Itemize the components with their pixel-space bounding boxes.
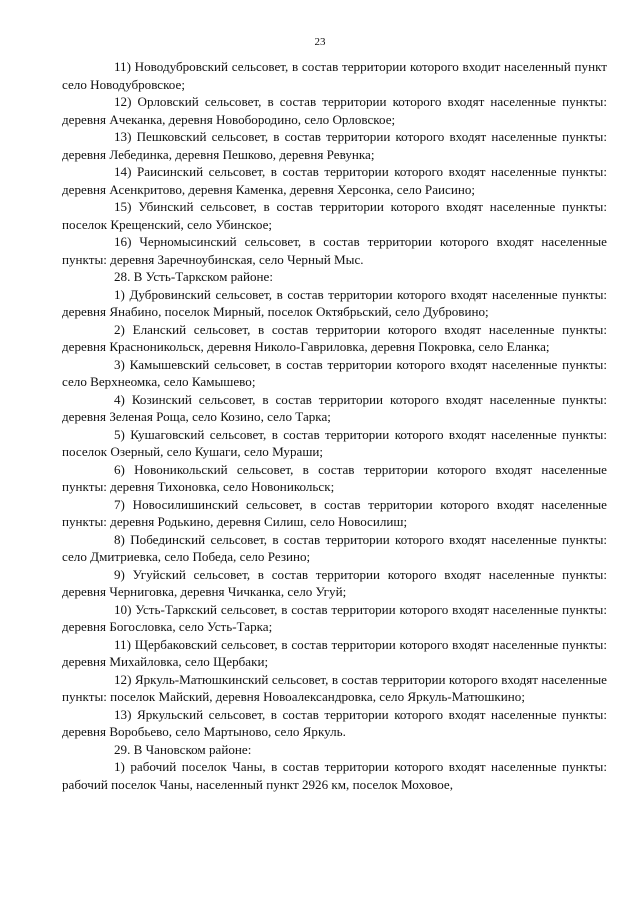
paragraph: 15) Убинский сельсовет, в состав территории которого входят населенные пункты: поселок Крещенский, село Убинское; bbox=[62, 199, 607, 232]
paragraph: 8) Побединский сельсовет, в состав территории которого входят населенные пункты: село Дмитриевка, село Победа, село Резино; bbox=[62, 531, 607, 564]
paragraph: 10) Усть-Таркский сельсовет, в состав территории которого входят населенные пункты: деревня Богословка, село Усть-Тарка; bbox=[62, 601, 607, 634]
paragraph: 1) рабочий поселок Чаны, в состав территории которого входят населенные пункты: рабочий поселок Чаны, населенный пункт 2926 км, поселок Моховое, bbox=[62, 759, 607, 792]
paragraph: 12) Яркуль-Матюшкинский сельсовет, в состав территории которого входят населенные пункты: поселок Майский, деревня Новоалександровка, село Яркуль-Матюшкино; bbox=[62, 671, 607, 704]
paragraph: 6) Новоникольский сельсовет, в состав территории которого входят населенные пункты: деревня Тихоновка, село Новоникольск; bbox=[62, 461, 607, 494]
section-heading: 29. В Чановском районе: bbox=[114, 741, 252, 757]
paragraph: 11) Щербаковский сельсовет, в состав территории которого входят населенные пункты: деревня Михайловка, село Щербаки; bbox=[62, 636, 607, 669]
paragraph: 5) Кушаговский сельсовет, в состав территории которого входят населенные пункты: поселок Озерный, село Кушаги, село Мураши; bbox=[62, 426, 607, 459]
paragraph: 13) Пешковский сельсовет, в состав территории которого входят населенные пункты: деревня Лебединка, деревня Пешково, деревня Ревунка; bbox=[62, 129, 607, 162]
paragraph: 9) Угуйский сельсовет, в состав территории которого входят населенные пункты: деревня Черниговка, деревня Чичканка, село Угуй; bbox=[62, 566, 607, 599]
page-number: 23 bbox=[314, 36, 326, 48]
section-heading: 28. В Усть-Таркском районе: bbox=[114, 269, 274, 284]
paragraph: 1) Дубровинский сельсовет, в состав территории которого входят населенные пункты: деревня Янабино, поселок Мирный, поселок Октябрьский, село Дубровино; bbox=[62, 286, 607, 319]
paragraph: 2) Еланский сельсовет, в состав территории которого входят населенные пункты: деревня Красноникольск, деревня Николо-Гавриловка, деревня Покровка, село Еланка; bbox=[62, 321, 607, 354]
document-body bbox=[62, 58, 607, 793]
paragraph: 12) Орловский сельсовет, в состав территории которого входят населенные пункты: деревня Ачеканка, деревня Новобородино, село Орловское; bbox=[62, 94, 607, 127]
paragraph: 13) Яркульский сельсовет, в состав территории которого входят населенные пункты: деревня Воробьево, село Мартыново, село Яркуль. bbox=[62, 706, 607, 739]
paragraph: 16) Черномысинский сельсовет, в состав территории которого входят населенные пункты: деревня Заречноубинская, село Черный Мыс. bbox=[62, 234, 607, 267]
paragraph: 4) Козинский сельсовет, в состав территории которого входят населенные пункты: деревня Зеленая Роща, село Козино, село Тарка; bbox=[62, 391, 607, 424]
paragraph: 11) Новодубровский сельсовет, в состав территории которого входит населенный пункт село Новодубровское; bbox=[62, 59, 607, 92]
paragraph: 3) Камышевский сельсовет, в состав территории которого входят населенные пункты: село Верхнеомка, село Камышево; bbox=[62, 356, 607, 389]
paragraph: 7) Новосилишинский сельсовет, в состав территории которого входят населенные пункты: деревня Родькино, деревня Силиш, село Новосилиш; bbox=[62, 496, 607, 529]
paragraph: 14) Раисинский сельсовет, в состав территории которого входят населенные пункты: деревня Асенкритово, деревня Каменка, деревня Херсонка, село Раисино; bbox=[62, 164, 607, 197]
